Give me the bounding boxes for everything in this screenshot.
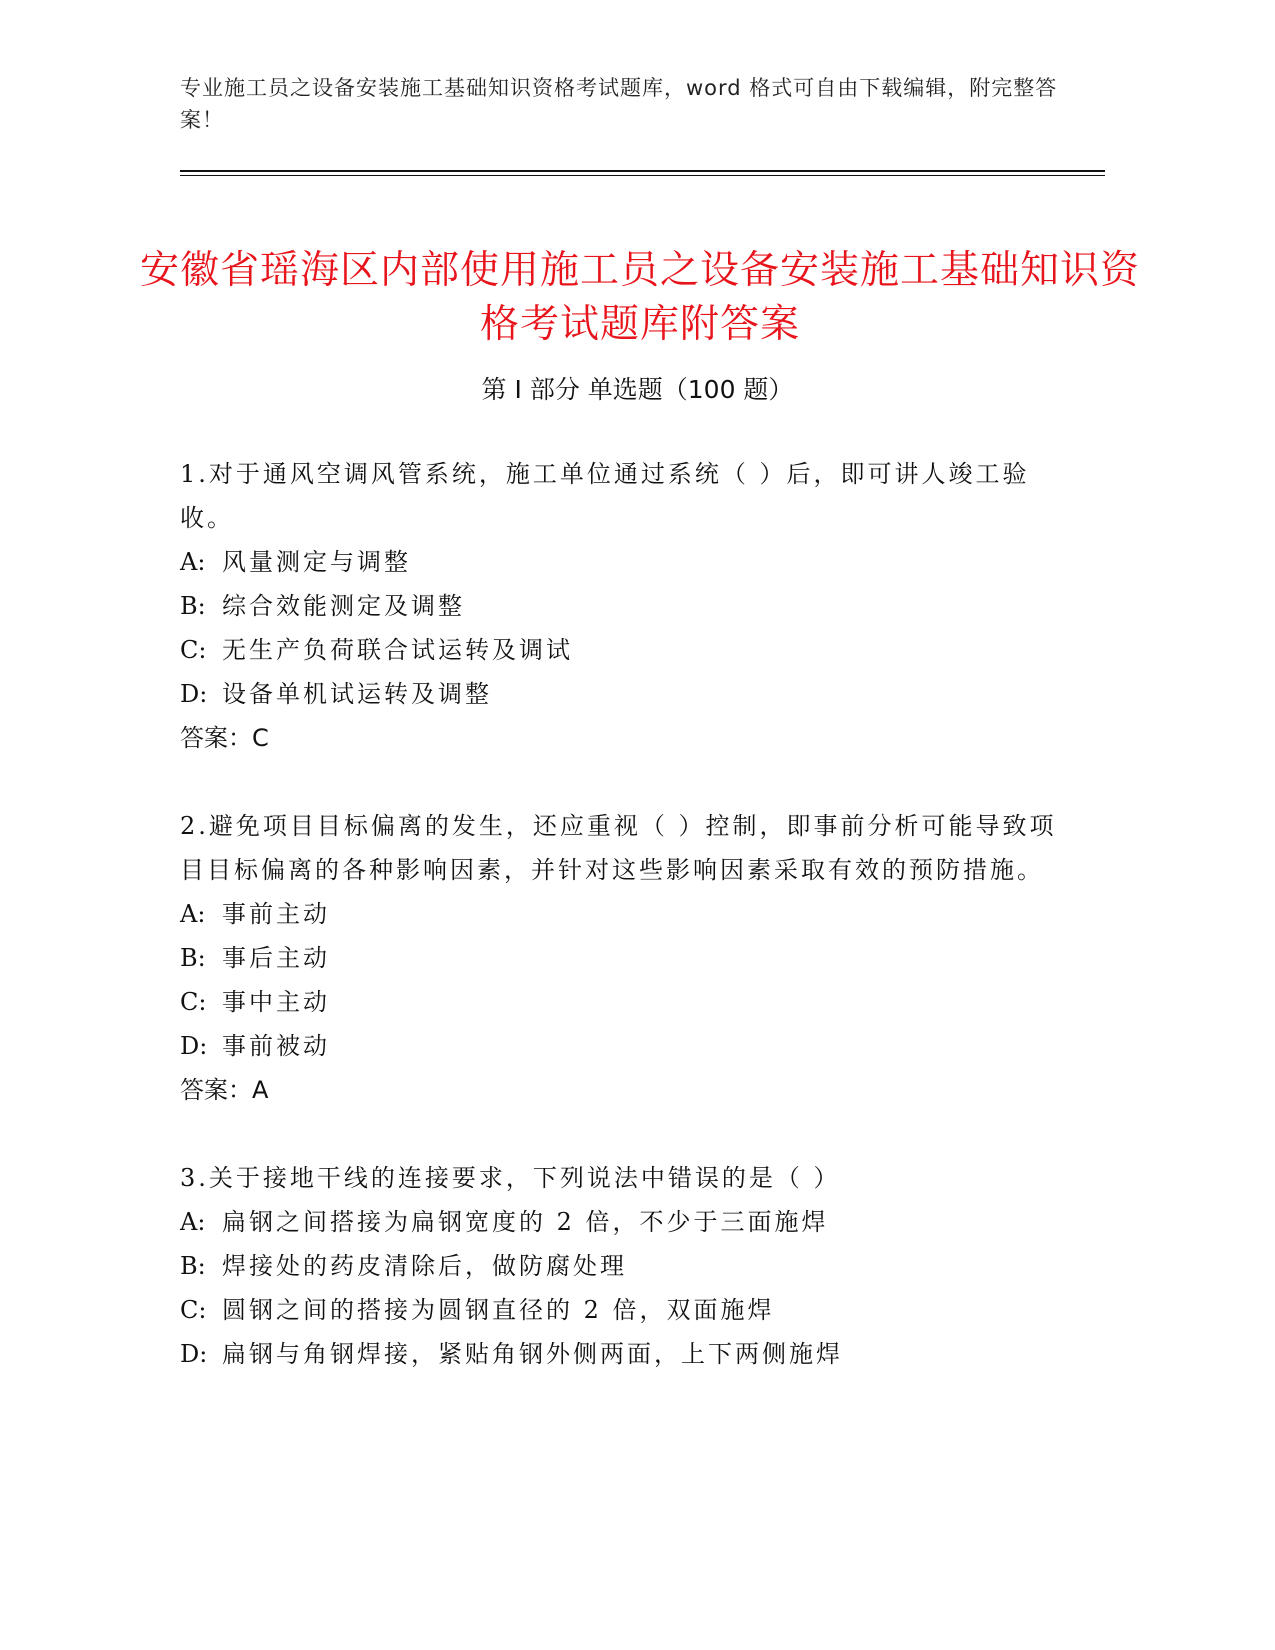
question-list bbox=[180, 452, 1060, 1420]
answer: 答案：A bbox=[180, 1076, 269, 1104]
option-b bbox=[180, 1244, 1060, 1288]
option-a bbox=[180, 540, 1060, 584]
option-text: 事中主动 bbox=[222, 988, 330, 1016]
option-key: A: bbox=[180, 1208, 206, 1236]
option-key: D: bbox=[180, 1032, 208, 1060]
option-key: C: bbox=[180, 636, 207, 664]
option-key: B: bbox=[180, 1252, 206, 1280]
option-key: C: bbox=[180, 1296, 207, 1324]
option-text: 风量测定与调整 bbox=[222, 548, 411, 576]
option-text: 圆钢之间的搭接为圆钢直径的 2 倍，双面施焊 bbox=[222, 1296, 775, 1324]
option-text: 事后主动 bbox=[222, 944, 330, 972]
option-a bbox=[180, 892, 1060, 936]
question-stem: 1.对于通风空调风管系统，施工单位通过系统（ ）后，即可讲人竣工验收。 bbox=[180, 460, 1030, 532]
option-a bbox=[180, 1200, 1060, 1244]
option-d bbox=[180, 1024, 1060, 1068]
question-3 bbox=[180, 1156, 1060, 1376]
option-text: 事前主动 bbox=[222, 900, 330, 928]
header-divider bbox=[180, 170, 1105, 172]
option-c bbox=[180, 628, 1060, 672]
header-note: 专业施工员之设备安装施工基础知识资格考试题库，word 格式可自由下载编辑，附完整答案！ bbox=[180, 76, 1058, 132]
option-c bbox=[180, 1288, 1060, 1332]
option-text: 综合效能测定及调整 bbox=[222, 592, 465, 620]
option-text: 事前被动 bbox=[222, 1032, 330, 1060]
option-c bbox=[180, 980, 1060, 1024]
option-b bbox=[180, 584, 1060, 628]
question-1 bbox=[180, 452, 1060, 760]
option-key: B: bbox=[180, 944, 206, 972]
answer: 答案：C bbox=[180, 724, 269, 752]
header-divider-thin bbox=[180, 175, 1105, 176]
option-text: 焊接处的药皮清除后，做防腐处理 bbox=[222, 1252, 627, 1280]
document-title: 安徽省瑶海区内部使用施工员之设备安装施工基础知识资格考试题库附答案 bbox=[140, 248, 1141, 348]
option-key: B: bbox=[180, 592, 206, 620]
option-key: A: bbox=[180, 548, 206, 576]
option-text: 设备单机试运转及调整 bbox=[222, 680, 492, 708]
option-d bbox=[180, 1332, 1060, 1376]
option-text: 扁钢与角钢焊接，紧贴角钢外侧两面，上下两侧施焊 bbox=[222, 1340, 843, 1368]
question-stem: 3.关于接地干线的连接要求，下列说法中错误的是（ ） bbox=[180, 1164, 841, 1192]
option-key: D: bbox=[180, 680, 208, 708]
option-d bbox=[180, 672, 1060, 716]
option-text: 扁钢之间搭接为扁钢宽度的 2 倍，不少于三面施焊 bbox=[222, 1208, 829, 1236]
section-heading: 第 I 部分 单选题（100 题） bbox=[481, 375, 794, 404]
question-stem: 2.避免项目目标偏离的发生，还应重视（ ）控制，即事前分析可能导致项目目标偏离的各种影响因素，并针对这些影响因素采取有效的预防措施。 bbox=[180, 812, 1057, 884]
question-2 bbox=[180, 804, 1060, 1112]
option-text: 无生产负荷联合试运转及调试 bbox=[222, 636, 573, 664]
option-key: C: bbox=[180, 988, 207, 1016]
option-key: D: bbox=[180, 1340, 208, 1368]
option-key: A: bbox=[180, 900, 206, 928]
option-b bbox=[180, 936, 1060, 980]
